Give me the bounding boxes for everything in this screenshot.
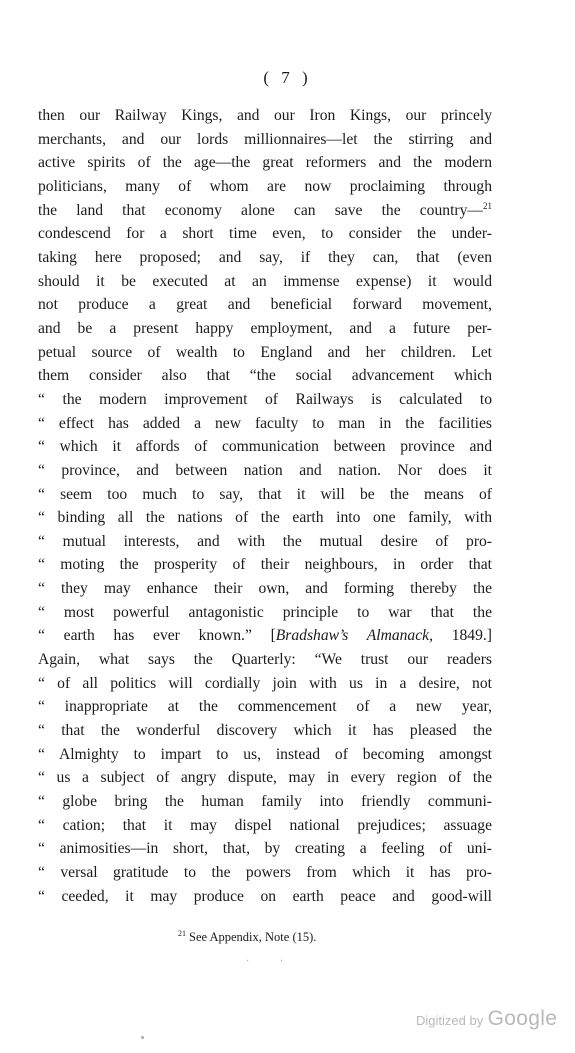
text-line: “ mutual interests, and with the mutual desire of pro- <box>38 532 492 550</box>
text-line: “ moting the prosperity of their neighbours, in order that <box>38 556 492 574</box>
text-line: “ which it affords of communication between province and <box>38 438 492 456</box>
scan-artifact: · · <box>246 956 298 967</box>
text-line: active spirits of the age—the great reformers and the modern <box>38 154 492 172</box>
text-line: “ us a subject of angry dispute, may in every region of the <box>38 769 492 787</box>
text-line <box>38 624 492 648</box>
text-line: merchants, and our lords millionnaires—let the stirring and <box>38 130 492 148</box>
text-line: them consider also that “the social advancement which <box>38 367 492 385</box>
text-line: “ seem too much to say, that it will be the means of <box>38 485 492 503</box>
text-line: “ province, and between nation and nation. Nor does it <box>38 461 492 479</box>
watermark-prefix: Digitized by <box>416 1013 484 1028</box>
text-line: “ versal gratitude to the powers from which it has pro- <box>38 864 492 881</box>
text-line: “ of all politics will cordially join with us in a desire, not <box>38 674 492 692</box>
scan-speck <box>141 1036 144 1039</box>
text-line: and be a present happy employment, and a future per- <box>38 319 492 337</box>
text-line: Again, what says the Quarterly: “We trust our readers <box>38 651 492 669</box>
text-line: “ cation; that it may dispel national prejudices; assuage <box>38 816 492 834</box>
text-line: “ animosities—in short, that, by creating a feeling of uni- <box>38 840 492 858</box>
text-line: petual source of wealth to England and her children. Let <box>38 343 492 361</box>
text-line: “ that the wonderful discovery which it has pleased the <box>38 722 492 740</box>
text-line: “ ceeded, it may produce on earth peace and good-will <box>38 887 492 905</box>
citation-title: Bradshaw’s Almanack, <box>275 627 433 645</box>
line-text: the land that economy alone can save the country— <box>38 201 483 219</box>
google-logo: Google <box>487 1007 558 1030</box>
text-line: then our Railway Kings, and our Iron Kings, our princely <box>38 107 492 124</box>
body-text <box>38 104 492 908</box>
text-line <box>38 199 492 223</box>
text-line: politicians, many of whom are now proclaiming through <box>38 177 492 195</box>
citation-year: 1849.] <box>432 627 492 645</box>
text-line: “ the modern improvement of Railways is calculated to <box>38 390 492 408</box>
text-line: should it be executed at an immense expense) it would <box>38 272 492 290</box>
text-line: not produce a great and beneficial forward movement, <box>38 296 492 314</box>
page-number: ( 7 ) <box>263 68 312 87</box>
text-line: “ inappropriate at the commencement of a new year, <box>38 698 492 716</box>
text-line: “ Almighty to impart to us, instead of becoming amongst <box>38 745 492 763</box>
text-line: “ they may enhance their own, and forming thereby the <box>38 580 492 598</box>
digitized-watermark <box>416 1007 557 1031</box>
text-line: “ binding all the nations of the earth into one family, with <box>38 509 492 527</box>
footnote-text: See Appendix, Note (15). <box>189 930 317 944</box>
line-text: “ earth has ever known.” [ <box>38 627 276 645</box>
text-line: condescend for a short time even, to consider the under- <box>38 225 492 243</box>
text-line: “ effect has added a new faculty to man in the facilities <box>38 414 492 432</box>
text-line: “ most powerful antagonistic principle to war that the <box>38 603 492 621</box>
footnote <box>178 930 316 945</box>
text-line: taking here proposed; and say, if they can, that (even <box>38 248 492 266</box>
footnote-marker: 21 <box>178 928 186 938</box>
text-line: “ globe bring the human family into friendly communi- <box>38 793 492 811</box>
footnote-reference: 21 <box>483 200 492 211</box>
